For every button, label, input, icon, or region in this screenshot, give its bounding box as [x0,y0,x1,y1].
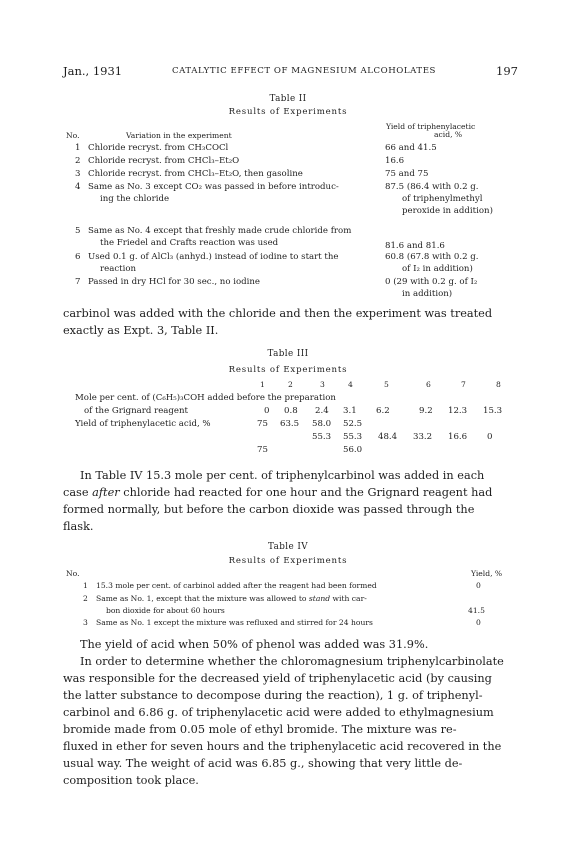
paragraph-3: The yield of acid when 50% of phenol was added was 31.9%. [80,638,429,651]
table-2-row-2-no: 2 [75,156,81,166]
paragraph-4-line-8: composition took place. [63,774,199,787]
table-4-row-1-text: 15.3 mole per cent. of carbinol added after the reagent had been formed [96,581,377,590]
table-4-row-2-text-2: bon dioxide for about 60 hours [106,606,225,615]
table-3-col-2: 2 [288,380,293,389]
paragraph-2-emphasis-after: after [92,486,120,499]
table-2-row-4-yield-1: 87.5 (86.4 with 0.2 g. [385,182,479,192]
table-2-row-4-variation-1: Same as No. 3 except CO₂ was passed in before introduc- [88,182,339,192]
table-3-row-2-value-3: 58.0 [312,419,332,429]
table-3-row-1-value-7: 12.3 [448,406,468,416]
paragraph-4-line-5: bromide made from 0.05 mole of ethyl bromide. The mixture was re- [63,723,457,736]
table-3-row-1-value-3: 2.4 [315,406,329,416]
table-3-row-1-value-2: 0.8 [284,406,298,416]
table-3-row-3-value-8: 0 [487,432,493,442]
table-2-row-5-yield: 81.6 and 81.6 [385,241,445,251]
table-3-col-4: 4 [348,380,353,389]
table-2-row-3-no: 3 [75,169,81,179]
table-3-row-2-value-4: 52.5 [343,419,363,429]
table-3-row-3-value-5: 48.4 [378,432,398,442]
table-4-row-3-no: 3 [83,618,88,627]
table-2-row-6-variation-1: Used 0.1 g. of AlCl₃ (anhyd.) instead of iodine to start the [88,252,339,262]
table-3-row-3-value-4: 55.3 [343,432,363,442]
table-2-col-variation: Variation in the experiment [126,131,232,140]
table-3-row-1-value-6: 9.2 [419,406,433,416]
table-2-row-6-variation-2: reaction [100,264,137,274]
table-4-row-2-no: 2 [83,594,88,603]
paragraph-1-line-2: exactly as Expt. 3, Table II. [63,324,219,337]
table-4-row-3-text: Same as No. 1 except the mixture was refluxed and stirred for 24 hours [96,618,373,627]
table-3-row-2-value-2: 63.5 [280,419,300,429]
table-2-row-3-yield: 75 and 75 [385,169,429,179]
table-3-row-2-value-1: 75 [257,419,268,429]
paragraph-1-line-1: carbinol was added with the chloride and then the experiment was treated [63,307,493,320]
paragraph-4-line-7: usual way. The weight of acid was 6.85 g., showing that very little de- [63,757,463,770]
table-2-row-7-variation: Passed in dry HCl for 30 sec., no iodine [88,277,261,287]
table-3-row-4-value-4: 56.0 [343,445,363,455]
table-3-col-7: 7 [461,380,466,389]
table-2-subtitle: Results of Experiments [228,107,348,117]
table-3-subtitle: Results of Experiments [228,365,348,375]
table-2-row-1-yield: 66 and 41.5 [385,143,437,153]
table-2-title: Table II [269,94,307,104]
paragraph-4-line-2: was responsible for the decreased yield of triphenylacetic acid (by causing [63,672,492,685]
header-page-number: 197 [496,64,518,78]
table-2-row-7-yield-1: 0 (29 with 0.2 g. of I₂ [385,277,478,287]
table-4-row-2-emphasis-stand: stand [308,594,331,603]
paragraph-2-line-2 [63,486,492,499]
table-2-row-5-no: 5 [75,226,81,236]
table-4-row-1-no: 1 [83,581,88,590]
table-4-row-3-yield: 0 [476,618,481,627]
table-3-row-3-value-6: 33.2 [413,432,433,442]
table-4-row-2-text-1 [96,594,367,603]
table-3-title: Table III [267,349,309,359]
table-4-row-2-yield: 41.5 [468,606,485,615]
table-3-col-3: 3 [320,380,325,389]
table-3-row-1-value-4: 3.1 [343,406,357,416]
table-4-title: Table IV [268,542,308,552]
table-2-row-7-yield-2: in addition) [402,289,453,299]
table-2-col-yield-1: Yield of triphenylacetic [386,122,476,131]
table-3-row-1-label-a: Mole per cent. of (C₆H₅)₃COH added before the preparation [75,393,336,403]
table-2-row-6-yield-1: 60.8 (67.8 with 0.2 g. [385,252,479,262]
table-2-row-4-no: 4 [75,182,81,192]
table-3-col-1: 1 [260,380,265,389]
table-2-row-4-yield-2: of triphenylmethyl [402,194,483,204]
table-2-row-5-variation-1: Same as No. 4 except that freshly made crude chloride from [88,226,352,236]
table-4-subtitle: Results of Experiments [228,556,348,566]
paragraph-2-line-2-rest: chloride had reacted for one hour and the Grignard reagent had [123,486,493,499]
paragraph-2-line-3: formed normally, but before the carbon dioxide was passed through the [63,503,475,516]
table-3-col-5: 5 [384,380,389,389]
paragraph-4-line-1: In order to determine whether the chloromagnesium triphenylcarbinolate [80,655,504,668]
table-3-row-1-value-8: 15.3 [483,406,503,416]
table-4-col-no: No. [66,569,80,578]
table-3-row-4-value-1: 75 [257,445,268,455]
table-2-row-5-variation-2: the Friedel and Crafts reaction was used [100,238,279,248]
paragraph-4-line-4: carbinol and 6.86 g. of triphenylacetic acid were added to ethylmagnesium [63,706,494,719]
table-2-row-4-variation-2: ing the chloride [100,194,170,204]
paragraph-4-line-6: fluxed in ether for seven hours and the triphenylacetic acid recovered in the [63,740,502,753]
table-3-row-1-label-b: of the Grignard reagent [84,406,189,416]
header-running-title: CATALYTIC EFFECT OF MAGNESIUM ALCOHOLATES [172,66,436,76]
table-2-col-no: No. [66,131,80,140]
table-4-row-2-text-a: Same as No. 1, except that the mixture was allowed to [96,594,309,603]
table-4-row-2-text-b: with car- [330,594,367,603]
header-date: Jan., 1931 [63,64,123,78]
table-3-col-6: 6 [426,380,431,389]
paragraph-4-line-3: the latter substance to decompose during the reaction), 1 g. of triphenyl- [63,689,483,702]
table-4-row-1-yield: 0 [476,581,481,590]
table-2-row-6-no: 6 [75,252,81,262]
table-2-row-1-variation: Chloride recryst. from CH₃COCl [88,143,229,153]
table-2-row-7-no: 7 [75,277,81,287]
table-2-row-2-variation: Chloride recryst. from CHCl₃–Et₂O [88,156,240,166]
table-2-row-4-yield-3: peroxide in addition) [402,206,493,216]
table-3-row-2-label: Yield of triphenylacetic acid, % [75,419,211,429]
table-2-row-3-variation: Chloride recryst. from CHCl₃–Et₂O, then gasoline [88,169,303,179]
table-2-row-1-no: 1 [75,143,81,153]
table-3-row-3-value-7: 16.6 [448,432,468,442]
table-2-row-2-yield: 16.6 [385,156,405,166]
paragraph-2-line-1: In Table IV 15.3 mole per cent. of triphenylcarbinol was added in each [80,469,485,482]
table-3-row-1-value-5: 6.2 [376,406,390,416]
table-3-col-8: 8 [496,380,501,389]
table-2-row-6-yield-2: of I₂ in addition) [402,264,473,274]
paragraph-2-line-4: flask. [63,520,94,533]
table-4-col-yield: Yield, % [471,569,503,578]
table-3-row-1-value-1: 0 [264,406,270,416]
paragraph-2-case: case [63,486,93,499]
table-3-row-3-value-3: 55.3 [312,432,332,442]
table-2-col-yield-2: acid, % [434,130,463,139]
